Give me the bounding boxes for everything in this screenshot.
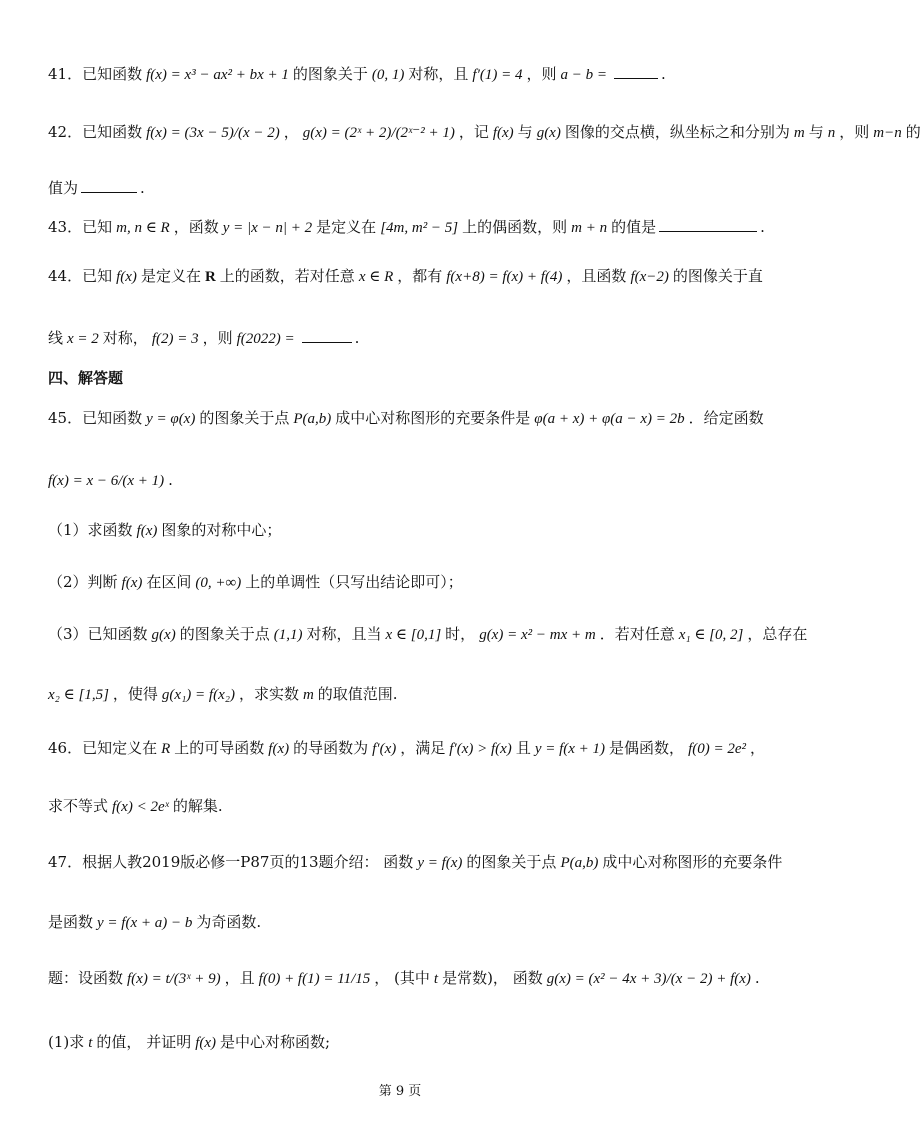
text: ，使得 xyxy=(112,685,158,703)
formula: x₁ ∈ [0, 2] xyxy=(678,627,744,643)
text: 是函数 xyxy=(48,913,94,931)
question-number: 41． xyxy=(48,65,83,83)
formula: y = f(x + a) − b xyxy=(97,915,193,931)
formula: [4m, m² − 5] xyxy=(380,220,459,236)
text: 上的可导函数 xyxy=(174,739,265,757)
formula: φ(a + x) + φ(a − x) = 2b xyxy=(534,411,685,427)
formula: m xyxy=(793,125,805,141)
text: 已知 xyxy=(82,267,113,285)
question-46-continued xyxy=(48,796,760,817)
formula: g(x) xyxy=(536,125,561,141)
text: 时， xyxy=(445,625,476,643)
text: （1）求函数 xyxy=(48,521,133,539)
text: 已知定义在 xyxy=(82,739,158,757)
answer-blank xyxy=(614,62,658,79)
text: ， (其中 xyxy=(374,969,430,987)
formula: f(x) = x − 6/(x + 1) xyxy=(48,473,165,489)
question-45-part-3-continued xyxy=(48,684,760,705)
question-number: 44． xyxy=(48,267,83,285)
formula: f′(x) > f(x) xyxy=(449,741,512,757)
text: (1)求 xyxy=(48,1033,85,1051)
question-44-continued xyxy=(48,326,760,349)
question-45-part-3 xyxy=(48,624,808,645)
text: 是定义在 xyxy=(140,267,201,285)
text: 是中心对称函数; xyxy=(220,1033,331,1051)
text: 图像的交点横，纵坐标之和分别为 xyxy=(564,123,790,141)
formula: g(x) xyxy=(151,627,176,643)
formula: (1,1) xyxy=(273,627,303,643)
formula: m−n xyxy=(873,125,902,141)
question-45-function xyxy=(48,470,760,491)
formula: f′(1) = 4 xyxy=(472,67,523,83)
formula: x ∈ R xyxy=(358,269,394,285)
formula: f(x) xyxy=(121,575,143,591)
formula: y = |x − n| + 2 xyxy=(222,220,313,236)
text: 线 xyxy=(48,329,64,347)
formula: n xyxy=(827,125,836,141)
formula: f(x) = (3x − 5)/(x − 2) xyxy=(146,125,280,141)
text: ，记 xyxy=(458,123,489,141)
question-46 xyxy=(48,738,766,759)
answer-blank xyxy=(659,215,757,232)
question-number: 43． xyxy=(48,218,83,236)
text: ，则 xyxy=(839,123,870,141)
question-47-part-1 xyxy=(48,1032,760,1053)
formula: f(x) xyxy=(492,125,514,141)
text: 是定义在 xyxy=(316,218,377,236)
text: ， xyxy=(283,123,299,141)
formula: f(x−2) xyxy=(630,269,669,285)
text: 的图象关于点 xyxy=(466,853,557,871)
text: 的图象关于 xyxy=(292,65,368,83)
question-47-problem xyxy=(48,968,760,989)
answer-blank xyxy=(302,326,352,343)
question-number: 46． xyxy=(48,739,83,757)
text: 的图象关于点 xyxy=(179,625,270,643)
text: 的解集. xyxy=(172,797,223,815)
question-45 xyxy=(48,408,764,429)
text: 的图像关于直 xyxy=(672,267,763,285)
text: ，且函数 xyxy=(566,267,627,285)
formula: f(x+8) = f(x) + f(4) xyxy=(446,269,563,285)
text: 的值， 并证明 xyxy=(96,1033,192,1051)
formula: g(x) = (x² − 4x + 3)/(x − 2) + f(x) xyxy=(546,971,751,987)
question-41 xyxy=(48,62,760,85)
formula: f′(x) xyxy=(372,741,397,757)
formula: y = f(x + 1) xyxy=(534,741,606,757)
text: 且 xyxy=(515,739,531,757)
formula: f(2022) = xyxy=(236,331,295,347)
question-number: 42． xyxy=(48,123,83,141)
formula: x ∈ [0,1] xyxy=(385,627,442,643)
formula: x₂ ∈ [1,5] xyxy=(48,687,109,703)
text: ， xyxy=(750,739,766,757)
text: 已知函数 xyxy=(82,409,143,427)
text: 已知 xyxy=(82,218,113,236)
formula: f(x) < 2eˣ xyxy=(112,799,169,815)
text: （2）判断 xyxy=(48,573,118,591)
formula: P(a,b) xyxy=(293,411,332,427)
text: 上的偶函数，则 xyxy=(462,218,568,236)
text: 对称，且 xyxy=(408,65,469,83)
text: 对称，且当 xyxy=(306,625,382,643)
formula: g(x₁) = f(x₂) xyxy=(161,687,235,703)
formula: (0, +∞) xyxy=(195,575,242,591)
formula: P(a,b) xyxy=(560,855,599,871)
formula: t xyxy=(433,971,439,987)
formula: f(x) xyxy=(268,741,290,757)
text: 根据人教2019版必修一P87页的13题介绍： 函数 xyxy=(82,853,414,871)
question-47-continued xyxy=(48,912,760,933)
formula: R xyxy=(161,741,171,757)
question-number: 45． xyxy=(48,409,83,427)
formula: a − b = xyxy=(560,67,607,83)
formula: t xyxy=(88,1035,93,1051)
formula: m xyxy=(302,687,314,703)
text: . xyxy=(754,969,760,987)
page-number: 第 9 页 xyxy=(378,1084,422,1099)
formula: (0, 1) xyxy=(371,67,405,83)
text: 已知函数 xyxy=(82,123,143,141)
text: ，求实数 xyxy=(238,685,299,703)
text: 求不等式 xyxy=(48,797,109,815)
text: ．若对任意 xyxy=(599,625,675,643)
text: 在区间 xyxy=(146,573,192,591)
formula: f(x) = t/(3ˣ + 9) xyxy=(127,971,221,987)
question-43 xyxy=(48,215,765,238)
text: ，函数 xyxy=(173,218,219,236)
text: ，总存在 xyxy=(747,625,808,643)
question-45-part-1 xyxy=(48,520,760,541)
text: 图象的对称中心； xyxy=(161,521,282,539)
formula: f(0) = 2e² xyxy=(688,741,746,757)
text: 的导函数为 xyxy=(293,739,369,757)
text: 上的单调性（只写出结论即可）； xyxy=(245,573,463,591)
formula: R xyxy=(204,269,216,285)
text: ，都有 xyxy=(397,267,443,285)
text: 已知函数 xyxy=(82,65,143,83)
question-42 xyxy=(48,122,921,143)
formula: g(x) = x² − mx + m xyxy=(479,627,596,643)
text: ，且 xyxy=(224,969,255,987)
formula: m, n ∈ R xyxy=(116,220,170,236)
text: 值为 xyxy=(48,179,79,197)
formula: x = 2 xyxy=(67,331,99,347)
formula: f(x) xyxy=(195,1035,217,1051)
text: 的值是 xyxy=(611,218,657,236)
formula: y = φ(x) xyxy=(146,411,196,427)
text: . xyxy=(760,218,765,236)
text: . xyxy=(140,179,145,197)
text: 与 xyxy=(808,123,824,141)
text: （3）已知函数 xyxy=(48,625,148,643)
text: 的取值范围. xyxy=(317,685,398,703)
question-47 xyxy=(48,852,783,873)
formula: f(x) xyxy=(116,269,137,285)
formula: y = f(x) xyxy=(417,855,463,871)
formula: f(0) + f(1) = 11/15 xyxy=(258,971,371,987)
text: . xyxy=(661,65,666,83)
text: ，则 xyxy=(526,65,557,83)
text: 上的函数，若对任意 xyxy=(219,267,355,285)
text: ．给定函数 xyxy=(688,409,764,427)
formula: f(x) = x³ − ax² + bx + 1 xyxy=(146,67,289,83)
text: ，则 xyxy=(202,329,233,347)
text: 的 xyxy=(905,123,921,141)
formula: f(2) = 3 xyxy=(151,331,199,347)
question-42-continued xyxy=(48,176,760,198)
text: 是偶函数， xyxy=(609,739,685,757)
text: . xyxy=(168,471,173,489)
text: . xyxy=(354,329,360,347)
section-heading: 四、解答题 xyxy=(48,369,124,387)
formula: m + n xyxy=(571,220,608,236)
text: 成中心对称图形的充要条件是 xyxy=(335,409,531,427)
question-number: 47． xyxy=(48,853,83,871)
formula: g(x) = (2ˣ + 2)/(2ˣ⁻² + 1) xyxy=(302,125,455,141)
question-44 xyxy=(48,266,763,287)
text: 的图象关于点 xyxy=(199,409,290,427)
formula: f(x) xyxy=(136,523,158,539)
text: 为奇函数. xyxy=(196,913,262,931)
text: ，满足 xyxy=(400,739,446,757)
answer-blank xyxy=(81,176,137,193)
text: 对称， xyxy=(102,329,148,347)
question-45-part-2 xyxy=(48,572,760,593)
text: 是常数)， 函数 xyxy=(442,969,543,987)
text: 成中心对称图形的充要条件 xyxy=(602,853,783,871)
text: 与 xyxy=(517,123,533,141)
text: 题：设函数 xyxy=(48,969,124,987)
